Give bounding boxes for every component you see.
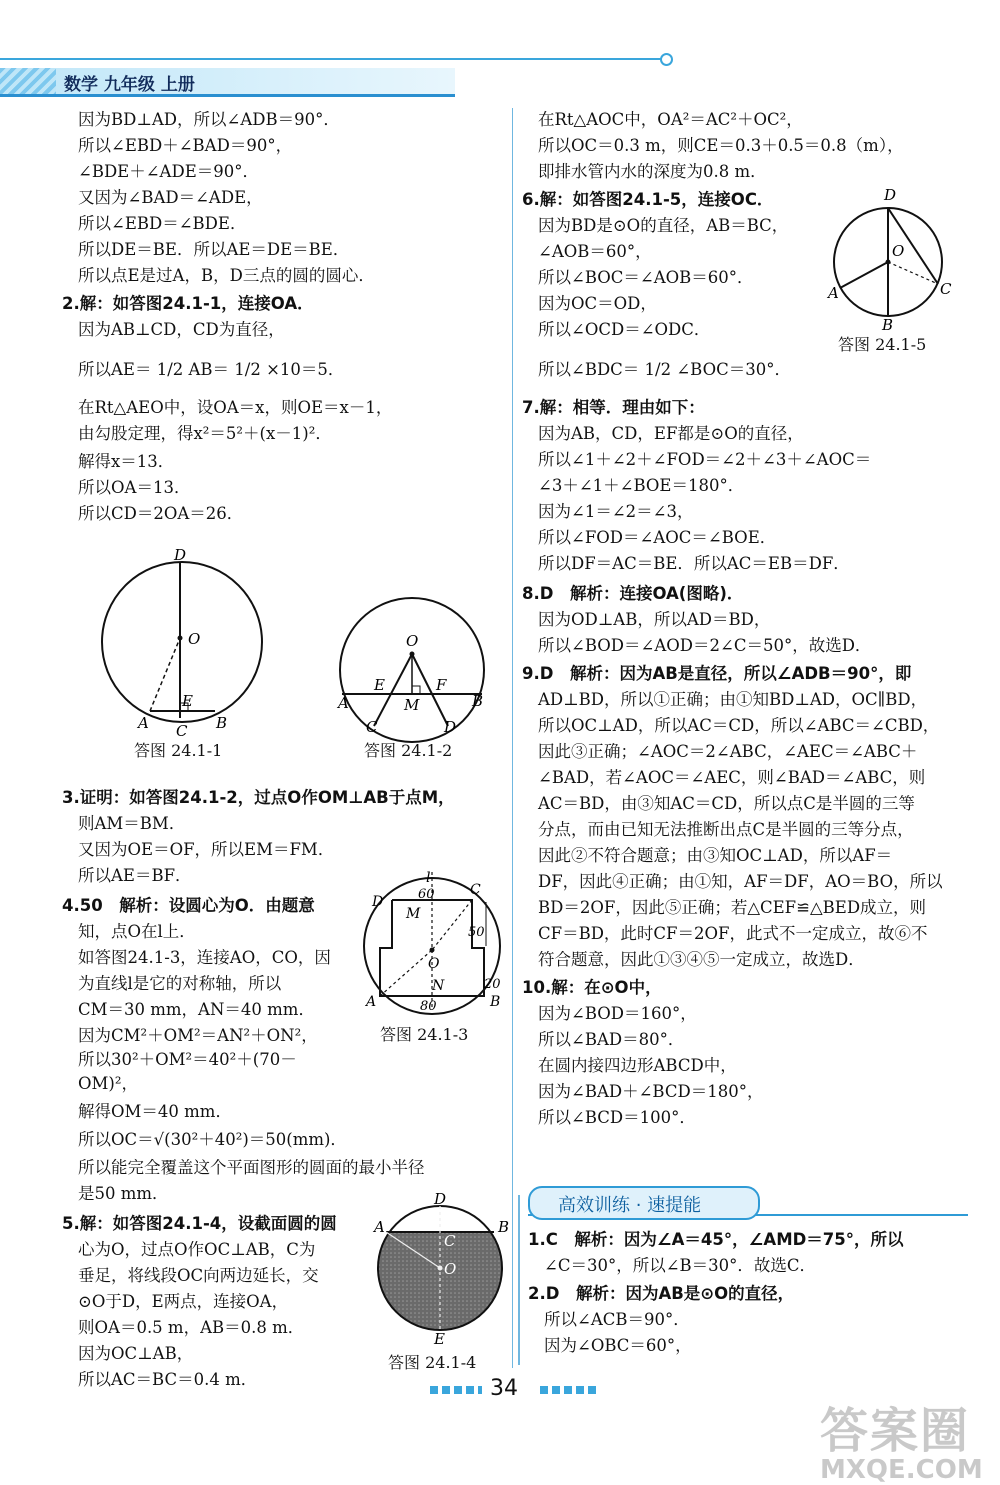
- left-line: 所以CD＝2OA＝26．: [78, 504, 244, 523]
- right-line: 所以∠BCD＝100°．: [538, 1108, 696, 1127]
- left-line: 心为O，过点O作OC⊥AB，C为: [78, 1240, 316, 1259]
- right-line: 7.解：相等．理由如下：: [522, 398, 705, 417]
- right-line: 所以OC＝0.3 m，则CE＝0.3＋0.5＝0.8（m），: [538, 136, 904, 155]
- right-line: 所以∠1＋∠2＋∠FOD＝∠2＋∠3＋∠AOC＝: [538, 450, 872, 469]
- left-line: 因为OC⊥AB，: [78, 1344, 194, 1363]
- fig1-label: C: [176, 722, 188, 740]
- right-line: 所以OC⊥AD，所以AC＝CD，所以∠ABC＝∠CBD，: [538, 716, 940, 735]
- section-side-rule: [518, 1195, 520, 1365]
- figure-caption: 答图 24.1-4: [388, 1353, 477, 1372]
- figure-24-1-1: [92, 546, 282, 750]
- fig5-label: C: [940, 280, 952, 298]
- section-title: 高效训练 · 速提能: [558, 1195, 702, 1216]
- left-line: 为直线l是它的对称轴，所以: [78, 974, 282, 993]
- fig4-label: O: [444, 1260, 457, 1278]
- right-line: 在圆内接四边形ABCD中，: [538, 1056, 737, 1075]
- right-line: 因为∠BOD＝160°，: [538, 1004, 697, 1023]
- page-number: 34: [490, 1376, 518, 1401]
- left-line: 所以能完全覆盖这个平面图形的圆面的最小半径: [78, 1158, 425, 1177]
- right-line: ∠C＝30°，所以∠B＝30°．故选C．: [544, 1256, 817, 1275]
- header-title: 数学 九年级 上册: [64, 75, 195, 95]
- left-line: 4.50 解析：设圆心为O．由题意: [62, 896, 315, 915]
- left-line: 又因为OE＝OF，所以EM＝FM．: [78, 840, 335, 859]
- left-line: 所以AE＝ 1/2 AB＝ 1/2 ×10＝5．: [78, 360, 345, 379]
- fig3-label: M: [406, 906, 421, 922]
- left-line: 知，点O在l上．: [78, 922, 196, 941]
- right-line: 所以∠FOD＝∠AOC＝∠BOE．: [538, 528, 777, 547]
- fig1-label: O: [188, 630, 201, 648]
- left-line: 在Rt△AEO中，设OA＝x，则OE＝x－1，: [78, 398, 393, 417]
- right-line: 所以∠OCD＝∠ODC．: [538, 320, 711, 339]
- right-line: AC＝BD，由③知AC＝CD，所以点C是半圆的三等: [538, 794, 915, 813]
- left-line: 由勾股定理，得x²＝5²＋(x－1)²．: [78, 424, 332, 443]
- watermark-url: MXQE.COM: [820, 1455, 983, 1485]
- left-line: 所以AC＝BC＝0.4 m．: [78, 1370, 258, 1389]
- right-line: 符合题意，因此①③④⑤一定成立，故选D．: [538, 950, 865, 969]
- right-line: ∠3＋∠1＋∠BOE＝180°．: [538, 476, 745, 495]
- right-line: 因为BD是⊙O的直径，AB＝BC，: [538, 216, 789, 235]
- right-line: ∠BAD，若∠AOC＝∠AEC，则∠BAD＝∠ABC，则: [538, 768, 926, 787]
- right-line: 因为∠1＝∠2＝∠3，: [538, 502, 694, 521]
- left-line: 是50 mm．: [78, 1184, 169, 1203]
- left-line: ∠BDE＋∠ADE＝90°．: [78, 162, 259, 181]
- left-line: OM)²，: [78, 1074, 138, 1093]
- left-line: CM＝30 mm，AN＝40 mm．: [78, 1000, 315, 1019]
- left-line: 所以∠EBD＝∠BDE．: [78, 214, 247, 233]
- right-line: ∠AOB＝60°，: [538, 242, 652, 261]
- watermark: [820, 1392, 983, 1485]
- column-divider: [512, 108, 513, 1368]
- fig3-label: 20: [484, 977, 501, 992]
- fig3-label: A: [366, 994, 377, 1010]
- fig1-label: B: [216, 714, 228, 732]
- fig3-label: 80: [420, 999, 437, 1014]
- right-line: AD⊥BD，所以①正确；由①知BD⊥AD，OC∥BD，: [538, 690, 928, 709]
- fig1-label: D: [174, 546, 187, 564]
- fig3-label: N: [432, 978, 445, 994]
- figure-caption: 答图 24.1-3: [380, 1025, 469, 1044]
- right-line: 因为OD⊥AB，所以AD＝BD，: [538, 610, 771, 629]
- left-line: 如答图24.1-3，连接AO，CO，因: [78, 948, 331, 967]
- fig5-label: B: [882, 316, 894, 334]
- left-line: 所以30²＋OM²＝40²＋(70－: [78, 1050, 297, 1069]
- left-line: 垂足，将线段OC向两边延长，交: [78, 1266, 319, 1285]
- fig4-label: A: [374, 1218, 385, 1236]
- right-line: 所以∠BAD＝80°．: [538, 1030, 685, 1049]
- figure-24-1-3: [358, 870, 508, 1020]
- fig2-label: A: [338, 694, 349, 712]
- left-line: ⊙O于D，E两点，连接OA，: [78, 1292, 289, 1311]
- left-line: 所以OA＝13．: [78, 478, 191, 497]
- right-line: 在Rt△AOC中，OA²＝AC²＋OC²，: [538, 110, 803, 129]
- watermark-logo-text: 答案圈: [820, 1403, 971, 1459]
- section-banner: [528, 1186, 760, 1220]
- right-line: 10.解：在⊙O中，: [522, 978, 662, 997]
- right-line: 因为∠BAD＋∠BCD＝180°，: [538, 1082, 764, 1101]
- right-line: 因此②不符合题意；由③知OC⊥AD，所以AF＝: [538, 846, 893, 865]
- header-rule-end-dot: [660, 53, 673, 66]
- figure-caption: 答图 24.1-2: [364, 741, 453, 760]
- right-line: 所以∠ACB＝90°．: [544, 1310, 690, 1329]
- right-line: 因为OC＝OD，: [538, 294, 657, 313]
- left-line: 所以∠EBD＋∠BAD＝90°，: [78, 136, 293, 155]
- right-line: 所以∠BDC＝ 1/2 ∠BOC＝30°．: [538, 360, 792, 379]
- left-line: 又因为∠BAD＝∠ADE，: [78, 188, 263, 207]
- left-line: 3.证明：如答图24.1-2，过点O作OM⊥AB于点M，: [62, 788, 455, 807]
- right-line: 2.D 解析：因为AB是⊙O的直径，: [528, 1284, 795, 1303]
- left-line: 解得OM＝40 mm．: [78, 1102, 232, 1121]
- header-rule: [0, 58, 665, 60]
- right-line: 因为∠OBC＝60°，: [544, 1336, 692, 1355]
- left-line: 5.解：如答图24.1-4，设截面圆的圆: [62, 1214, 337, 1233]
- right-line: 即排水管内水的深度为0.8 m．: [538, 162, 767, 181]
- left-line: 因为BD⊥AD，所以∠ADB＝90°．: [78, 110, 340, 129]
- fig3-label: 60: [418, 887, 435, 902]
- fig2-label: D: [444, 718, 457, 736]
- right-line: 因为AB，CD，EF都是⊙O的直径，: [538, 424, 804, 443]
- right-line: 因此③正确；∠AOC＝2∠ABC，∠AEC＝∠ABC＋: [538, 742, 918, 761]
- fig3-label: B: [490, 994, 501, 1010]
- fig4-label: D: [434, 1190, 447, 1208]
- header-stripe-decoration: [0, 68, 56, 94]
- fig2-label: B: [472, 692, 484, 710]
- right-line: DF，因此④正确；由①知，AF＝DF，AO＝BO，所以: [538, 872, 943, 891]
- fig3-label: D: [372, 894, 384, 910]
- fig5-label: O: [892, 242, 905, 260]
- left-line: 2.解：如答图24.1-1，连接OA．: [62, 294, 314, 313]
- fig3-label: C: [470, 882, 481, 898]
- fig1-label: E: [182, 692, 193, 710]
- fig3-label: O: [428, 956, 440, 972]
- fig4-label: E: [434, 1330, 445, 1348]
- right-line: 1.C 解析：因为∠A＝45°，∠AMD＝75°，所以: [528, 1230, 904, 1249]
- left-line: 因为AB⊥CD，CD为直径，: [78, 320, 285, 339]
- right-line: BD＝2OF，因此⑤正确；若△CEF≌△BED成立，则: [538, 898, 927, 917]
- left-line: 则OA＝0.5 m，AB＝0.8 m．: [78, 1318, 305, 1337]
- left-line: 因为CM²＋OM²＝AN²＋ON²，: [78, 1026, 318, 1045]
- fig2-label: E: [374, 676, 385, 694]
- figure-24-1-4: [370, 1188, 520, 1348]
- fig2-label: F: [436, 676, 447, 694]
- right-line: 9.D 解析：因为AB是直径，所以∠ADB＝90°，即: [522, 664, 912, 683]
- left-line: 所以DE＝BE．所以AE＝DE＝BE．: [78, 240, 350, 259]
- fig4-label: C: [444, 1232, 456, 1250]
- left-line: 所以OC＝√(30²＋40²)＝50(mm)．: [78, 1130, 347, 1149]
- figure-24-1-2: [334, 598, 494, 748]
- figure-24-1-5: [826, 184, 966, 334]
- left-line: 所以点E是过A，B，D三点的圆的圆心．: [78, 266, 375, 285]
- fig1-label: A: [138, 714, 149, 732]
- right-line: 所以DF＝AC＝BE．所以AC＝EB＝DF．: [538, 554, 850, 573]
- fig3-label: l: [426, 870, 431, 886]
- fig2-label: M: [404, 696, 420, 714]
- page-header: [0, 68, 455, 97]
- fig5-label: A: [828, 284, 839, 302]
- right-line: 所以∠BOC＝∠AOB＝60°．: [538, 268, 754, 287]
- left-line: 所以AE＝BF．: [78, 866, 192, 885]
- fig3-label: 50: [468, 925, 485, 940]
- fig4-label: B: [498, 1218, 510, 1236]
- left-line: 则AM＝BM．: [78, 814, 186, 833]
- page-number-decoration: [430, 1386, 482, 1394]
- page-number-decoration: [540, 1386, 600, 1394]
- fig2-label: O: [406, 632, 419, 650]
- right-line: CF＝BD，此时CF＝2OF，此式不一定成立，故⑥不: [538, 924, 928, 943]
- fig2-label: C: [366, 718, 378, 736]
- figure-caption: 答图 24.1-1: [134, 741, 223, 760]
- right-line: 所以∠BOD＝∠AOD＝2∠C＝50°，故选D．: [538, 636, 872, 655]
- fig5-label: D: [884, 186, 897, 204]
- figure-caption: 答图 24.1-5: [838, 335, 927, 354]
- right-line: 6.解：如答图24.1-5，连接OC．: [522, 190, 774, 209]
- right-line: 8.D 解析：连接OA(图略)．: [522, 584, 744, 603]
- right-line: 分点，而由已知无法推断出点C是半圆的三等分点，: [538, 820, 914, 839]
- left-line: 解得x＝13．: [78, 452, 175, 471]
